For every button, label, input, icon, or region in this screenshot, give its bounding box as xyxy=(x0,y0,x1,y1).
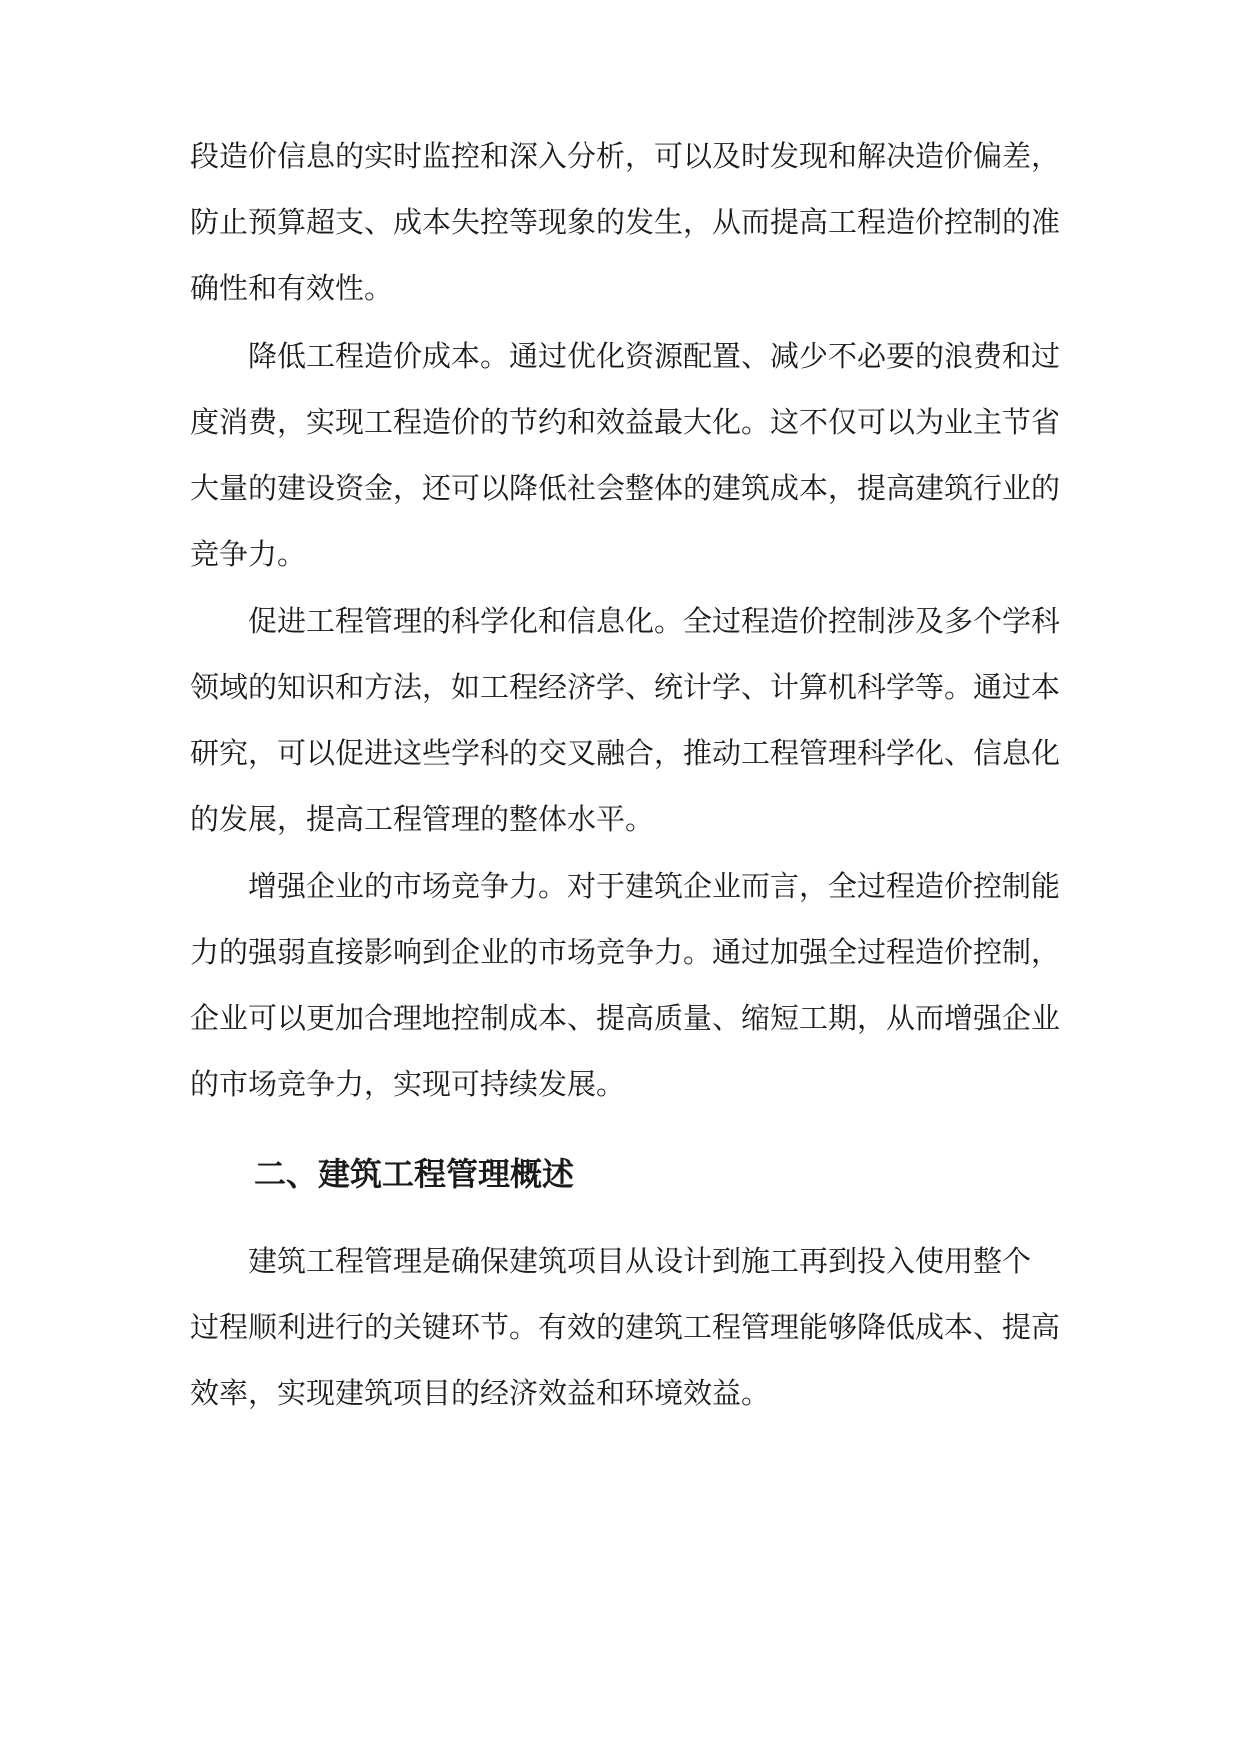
text-line: 降低工程造价成本。通过优化资源配置、减少不必要的浪费和过 xyxy=(190,339,1061,373)
text-line: 过程顺利进行的关键环节。有效的建筑工程管理能够降低成本、提高 xyxy=(190,1310,1061,1344)
text-line: 段造价信息的实时监控和深入分析，可以及时发现和解决造价偏差， xyxy=(190,139,1061,173)
text-line: 增强企业的市场竞争力。对于建筑企业而言，全过程造价控制能 xyxy=(190,869,1061,903)
text-line: 企业可以更加合理地控制成本、提高质量、缩短工期，从而增强企业 xyxy=(190,1001,1061,1035)
text-line: 竞争力。 xyxy=(190,537,307,571)
section-heading: 二、建筑工程管理概述 xyxy=(254,1155,575,1193)
text-line: 大量的建设资金，还可以降低社会整体的建筑成本，提高建筑行业的 xyxy=(190,471,1061,505)
text-line: 防止预算超支、成本失控等现象的发生，从而提高工程造价控制的准 xyxy=(190,205,1061,239)
text-line: 效率，实现建筑项目的经济效益和环境效益。 xyxy=(190,1376,771,1410)
text-line: 建筑工程管理是确保建筑项目从设计到施工再到投入使用整个 xyxy=(190,1244,1032,1278)
text-line: 促进工程管理的科学化和信息化。全过程造价控制涉及多个学科 xyxy=(190,604,1061,638)
text-line: 研究，可以促进这些学科的交叉融合，推动工程管理科学化、信息化 xyxy=(190,736,1061,770)
text-line: 的市场竞争力，实现可持续发展。 xyxy=(190,1067,626,1101)
text-line: 的发展，提高工程管理的整体水平。 xyxy=(190,802,655,836)
text-line: 确性和有效性。 xyxy=(190,271,394,305)
text-line: 度消费，实现工程造价的节约和效益最大化。这不仅可以为业主节省 xyxy=(190,405,1061,439)
text-line: 领域的知识和方法，如工程经济学、统计学、计算机科学等。通过本 xyxy=(190,670,1061,704)
text-line: 力的强弱直接影响到企业的市场竞争力。通过加强全过程造价控制， xyxy=(190,935,1061,969)
